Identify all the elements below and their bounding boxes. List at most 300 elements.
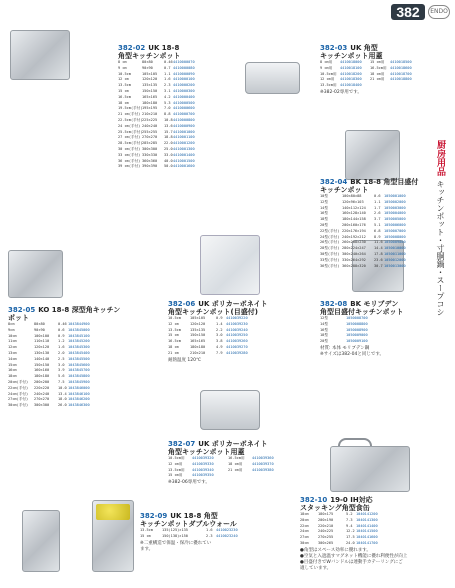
table-cell <box>228 473 252 479</box>
table-cell: 4410018000 <box>340 60 362 64</box>
table-cell: 18 cm用 <box>370 71 385 76</box>
table-cell: 270×270 <box>142 135 158 140</box>
table-cell: 5.3 <box>164 100 171 105</box>
table-cell: 4410000800 <box>173 117 195 122</box>
table-cell: 13.5cm用 <box>168 467 185 472</box>
table-cell: 4410018600 <box>390 65 412 70</box>
table-cell: 135×135 <box>190 327 206 332</box>
table-cell: 8 cm <box>118 60 127 64</box>
table-cell: 210×210 <box>190 350 206 355</box>
table-cell: 4410001200 <box>173 141 195 146</box>
table-cell: 1043845100 <box>68 333 90 338</box>
table-cell: 24cm(手付) <box>8 391 29 396</box>
table-cell: 23.6 <box>374 257 383 262</box>
table-cell: 30 cm(手付) <box>118 146 141 151</box>
table-cell: 27cm <box>300 535 309 540</box>
table-cell: 2.6 <box>374 211 381 216</box>
table-cell: 0.6 <box>58 327 65 332</box>
table-cell: 27cm(手付) <box>8 397 29 402</box>
table-cell: 12 cm用 <box>168 461 183 466</box>
table-cell: 18 cm用 <box>228 461 243 466</box>
table-cell: 3.0 <box>216 333 223 338</box>
table-row <box>8 403 123 409</box>
side-category: 厨房用品 <box>435 140 445 176</box>
table-cell: 4410023230 <box>216 528 238 532</box>
product-note: ※382-02専用です。 <box>320 89 362 95</box>
table-cell: 4410000600 <box>173 106 195 111</box>
table-cell: 0.9 <box>58 333 65 338</box>
table-cell: 5.2 <box>346 512 353 516</box>
table-cell: 9 cm用 <box>320 65 333 70</box>
table-cell: 1050013000 <box>384 263 406 268</box>
spec-table <box>168 456 298 479</box>
table-cell: 4410001100 <box>173 135 195 140</box>
table-cell: 2.5 <box>58 356 65 361</box>
deep-square-pot-image <box>8 250 63 298</box>
table-cell: 8.9 <box>374 234 381 239</box>
table-cell: 24.0 <box>346 540 355 545</box>
table-cell: 4410039250 <box>226 333 248 338</box>
table-cell: 7.9 <box>216 350 223 355</box>
table-cell: 15.7 <box>164 129 173 134</box>
table-cell: 22型(手付) <box>320 228 340 233</box>
table-cell: 14.4 <box>374 246 383 251</box>
table-cell: 180×180 <box>190 344 206 349</box>
product-382-02 <box>118 44 228 170</box>
table-cell: 1.6 <box>164 77 171 82</box>
product-note: ※382-06専用です。 <box>168 480 210 486</box>
table-cell: 6.8 <box>374 228 381 233</box>
table-cell: 4410000300 <box>173 88 195 93</box>
product-382-04 <box>320 178 435 269</box>
table-cell: 21 cm用 <box>228 467 243 472</box>
table-row <box>320 264 435 270</box>
table-cell <box>370 83 390 89</box>
table-cell: 180×180 <box>142 100 158 105</box>
table-cell: 20型 <box>320 222 328 227</box>
table-cell <box>252 473 288 479</box>
table-cell: 4.2 <box>164 94 171 99</box>
table-cell: 8 cm用 <box>320 60 333 64</box>
table-cell: 21 cm(手付) <box>118 112 141 117</box>
table-cell: 50.0 <box>164 164 173 169</box>
table-cell: 150×150 <box>34 362 50 367</box>
table-cell: 2.2 <box>216 327 223 332</box>
table-cell: 100×100 <box>34 333 50 338</box>
table-cell: 26型(手付) <box>320 240 340 245</box>
table-cell: 22cm(手付) <box>8 385 29 390</box>
table-cell: 16.5cm <box>168 339 181 344</box>
table-cell: 210×210 <box>142 112 158 117</box>
table-cell: 4410000090 <box>173 71 195 76</box>
table-cell: 18型 <box>320 333 328 338</box>
brand-logo: ENDO <box>428 5 450 19</box>
table-cell: 7.0 <box>164 106 171 111</box>
table-cell: 180×180 <box>34 374 50 379</box>
table-cell: 1050007000 <box>384 228 406 233</box>
table-cell: 1050011000 <box>384 251 406 256</box>
table-cell: 18 cm <box>168 344 179 349</box>
product-382-06 <box>168 300 283 363</box>
table-cell: 0.46 <box>58 322 67 326</box>
table-cell: 110×110 <box>34 339 50 344</box>
table-cell: 13.5cm <box>118 83 131 88</box>
table-cell: 1043846100 <box>68 391 90 396</box>
table-cell: 1040141300 <box>356 517 378 522</box>
table-cell: 1.6 <box>58 345 65 350</box>
table-cell: 16型 <box>320 211 328 216</box>
table-cell <box>390 83 420 89</box>
table-cell: 33 cm(手付) <box>118 152 141 157</box>
spec-table <box>168 316 283 357</box>
table-cell: 165×165 <box>142 94 158 99</box>
table-cell: 240×225 <box>318 529 334 534</box>
table-cell: 16cm <box>8 368 17 373</box>
table-cell: 33.0 <box>164 152 173 157</box>
table-cell: 14cm <box>8 356 17 361</box>
table-cell: 1050010000 <box>384 246 406 251</box>
table-cell: 1050004000 <box>384 211 406 216</box>
table-cell: 4410039230 <box>226 321 248 326</box>
table-cell: 4410039270 <box>226 344 248 349</box>
table-cell: 4410000070 <box>173 60 195 64</box>
product-382-07 <box>168 440 298 485</box>
table-cell: 1.7 <box>374 205 381 210</box>
product-header: 382-02 UK 18-8 角型キッチンポット <box>118 44 181 60</box>
table-cell: 17.5 <box>346 535 355 540</box>
table-cell: 220×176×194 <box>342 228 366 233</box>
table-cell: 22.5cm(手付) <box>118 117 143 122</box>
table-cell: 10型 <box>320 194 328 198</box>
table-cell: 9 cm <box>118 65 127 70</box>
table-cell: 27 cm(手付) <box>118 135 141 140</box>
product-note: ●空気と入遮温すマグネット機能に優れ利便性が向上 <box>300 553 408 559</box>
table-cell: 4410039360 <box>252 456 274 460</box>
table-cell: 135×135 <box>142 83 158 88</box>
table-cell: 300×300 <box>34 403 50 408</box>
table-cell: 8.8 <box>164 112 171 117</box>
table-cell: 12.2 <box>346 529 355 534</box>
table-cell: 3.7 <box>374 217 381 222</box>
table-cell: 4410039220 <box>226 316 248 320</box>
table-cell: 120×120 <box>190 321 206 326</box>
product-header: 382-07 UK ポリカーボネイト 角型キッチンポット用蓋 <box>168 440 268 456</box>
product-header: 382-08 BK モリブデン 角型目盛付キッチンポット <box>320 300 404 316</box>
table-cell: 30cm <box>300 540 309 545</box>
table-cell: 40.0 <box>164 158 173 163</box>
product-note: 耐熱温度 120℃ <box>168 357 202 363</box>
table-cell: 1050009000 <box>346 333 368 338</box>
table-cell: 10.5cm用 <box>320 71 337 76</box>
table-cell: 16.5cm用 <box>228 456 245 460</box>
side-index <box>434 140 450 316</box>
table-cell: 18.0 <box>58 397 67 402</box>
table-cell: 12cm <box>8 345 17 350</box>
product-note: ※サイズは382-04と同じです。 <box>320 351 384 357</box>
table-cell: 330×264×292 <box>342 257 366 262</box>
table-cell: 3.9 <box>58 368 65 373</box>
table-cell: 1.4 <box>216 321 223 326</box>
spec-table <box>320 60 435 89</box>
table-cell: 180×175 <box>318 512 334 516</box>
table-cell: 4410000400 <box>173 94 195 99</box>
table-cell: 4410000100 <box>173 77 195 82</box>
table-cell: 220×210 <box>318 523 334 528</box>
table-cell: 22.0 <box>164 141 173 146</box>
table-cell: 9.4 <box>346 523 353 528</box>
table-cell: 4410000200 <box>173 83 195 88</box>
double-wall-pot-image <box>22 510 60 572</box>
product-382-05 <box>8 306 123 409</box>
table-cell: 280×224×247 <box>342 246 366 251</box>
table-cell: 1050012000 <box>384 257 406 262</box>
table-cell: 140×112×124 <box>342 205 366 210</box>
table-cell: 225×225 <box>142 117 158 122</box>
table-cell: 4410039380 <box>252 467 274 472</box>
table-cell: 10.5cm用 <box>168 456 185 460</box>
table-cell: 12型 <box>320 199 328 204</box>
table-cell: 20cm(手付) <box>8 379 29 384</box>
table-cell: 1040141700 <box>356 540 378 545</box>
table-cell: 4410039350 <box>192 473 214 478</box>
table-cell: 1043845600 <box>68 362 90 367</box>
table-cell: 4410018400 <box>340 83 362 88</box>
table-cell: 2.0 <box>58 350 65 355</box>
table-cell: 5.1 <box>374 222 381 227</box>
table-cell: 4410039260 <box>226 339 248 344</box>
table-cell: 16.5cm <box>118 94 131 99</box>
product-header: 382-06 UK ポリカーボネイト 角型キッチンポット(目盛付) <box>168 300 268 316</box>
table-cell: 16型 <box>320 327 328 332</box>
table-cell: 12 cm <box>118 77 129 82</box>
table-cell: 21 cm <box>168 350 179 355</box>
table-cell: 21 cm用 <box>370 77 385 82</box>
table-cell: 2.3 <box>164 83 171 88</box>
table-cell: 1050006000 <box>384 222 406 227</box>
table-cell: 200×200 <box>34 379 50 384</box>
table-cell: 13.5cm用 <box>320 83 337 88</box>
table-cell: 10cm <box>8 333 17 338</box>
table-cell: 28型(手付) <box>320 246 340 251</box>
table-cell: 390×390 <box>142 164 158 169</box>
table-cell: 300×265 <box>318 540 334 545</box>
table-cell: 15 cm <box>168 333 179 338</box>
table-cell: 1040141400 <box>356 523 378 528</box>
table-row <box>118 164 228 170</box>
table-cell: 4410023240 <box>216 533 238 538</box>
table-cell: 4410039280 <box>226 350 248 355</box>
table-cell: 7.5 <box>58 379 65 384</box>
table-cell: 4410001600 <box>173 164 195 169</box>
table-cell: 7.3 <box>346 517 353 522</box>
table-cell: 0.9 <box>216 316 223 320</box>
table-cell: 13.5cm <box>140 528 153 532</box>
table-cell: 1043845400 <box>68 350 90 355</box>
table-cell: 10.5cm <box>118 71 131 76</box>
table-cell: 25.5cm(手付) <box>118 129 143 134</box>
product-header: 382-09 UK 18-8 角型 キッチンポットダブルウォール <box>140 512 237 528</box>
table-cell: 90×90 <box>34 327 45 332</box>
table-cell: 1043845800 <box>68 374 90 379</box>
table-cell: 1043846200 <box>68 397 90 402</box>
table-cell: 165×165 <box>190 339 206 344</box>
spec-table <box>118 60 228 170</box>
spec-table <box>320 316 435 345</box>
table-cell: 1043844900 <box>68 322 90 326</box>
table-cell: 100×80×88 <box>342 194 362 198</box>
table-cell: 220×220 <box>34 385 50 390</box>
table-cell: 3.1 <box>164 88 171 93</box>
table-cell: 3.8 <box>216 339 223 344</box>
stainless-lid-image <box>245 62 300 94</box>
table-cell: 1043845200 <box>68 339 90 344</box>
table-cell: 4410000900 <box>173 123 195 128</box>
table-cell: 20cm <box>300 517 309 522</box>
product-382-09 <box>140 512 290 552</box>
table-cell: 80×80 <box>142 60 153 64</box>
stainless-square-pot-image <box>10 30 70 80</box>
table-cell: 11cm <box>8 339 17 344</box>
table-cell: 24型(手付) <box>320 234 340 239</box>
table-cell: 30型(手付) <box>320 251 340 256</box>
table-cell: 10.8 <box>164 117 173 122</box>
table-cell: 8cm <box>8 322 15 326</box>
table-cell: 1040141600 <box>356 535 378 540</box>
table-cell: 0.6 <box>374 194 381 198</box>
table-cell: 150(138)×150 <box>162 533 188 538</box>
table-cell: 105×105 <box>190 316 206 320</box>
table-cell: 360×288×320 <box>342 263 366 268</box>
table-cell: 14型 <box>320 321 328 326</box>
table-cell: 4410000700 <box>173 112 195 117</box>
table-cell: 9cm <box>8 327 15 332</box>
table-cell: 15 cm <box>118 88 129 93</box>
table-cell: 13.6 <box>164 123 173 128</box>
product-note: ●目盛付きでWバンドルは連動手カテーリングにご <box>300 559 403 565</box>
table-cell: 3.0 <box>58 362 65 367</box>
table-cell: 150×150 <box>190 333 206 338</box>
table-cell: 36型(手付) <box>320 263 340 268</box>
table-cell: 13.4 <box>58 391 67 396</box>
table-cell: 1050008900 <box>346 327 368 332</box>
table-cell: 135(125)×135 <box>162 528 188 532</box>
table-cell: 13cm <box>8 350 17 355</box>
product-382-03 <box>320 44 435 95</box>
table-cell: 240×192×212 <box>342 234 366 239</box>
table-cell: 120×120 <box>34 345 50 350</box>
table-cell: 5.6 <box>58 374 65 379</box>
spec-table <box>8 322 123 409</box>
table-cell: 19.5cm(手付) <box>118 106 143 111</box>
table-cell: 24cm <box>300 529 309 534</box>
product-note: ●角型はスペース効率に優れます。 <box>300 547 371 553</box>
table-cell: 270×270 <box>34 397 50 402</box>
page-number: 382 <box>391 4 425 20</box>
table-cell: 90×90 <box>142 65 153 70</box>
table-cell: 4410039330 <box>192 461 214 466</box>
table-cell: 18cm <box>8 374 17 379</box>
table-cell: 285×285 <box>142 141 158 146</box>
table-cell: 10.0 <box>58 385 67 390</box>
spec-table <box>140 528 290 540</box>
table-cell: 28.5cm(手付) <box>118 141 143 146</box>
product-note: 適しています。 <box>300 565 332 571</box>
table-cell: 4410039240 <box>226 327 248 332</box>
table-cell: 1050008700 <box>346 316 368 320</box>
table-cell: 130×130 <box>34 350 50 355</box>
table-cell: 15 cm用 <box>168 473 183 478</box>
table-cell: 4410039370 <box>252 461 274 466</box>
table-cell: 240×240 <box>34 391 50 396</box>
table-cell: 1050002000 <box>384 199 406 204</box>
product-note: 材質: 本体 モリブデン鋼 <box>320 345 370 351</box>
product-note: ます。 <box>140 546 154 552</box>
table-cell: 24 cm(手付) <box>118 123 141 128</box>
table-cell: 4410000500 <box>173 100 195 105</box>
table-cell: 1050008800 <box>346 321 368 326</box>
table-cell: 105×105 <box>142 71 158 76</box>
graduated-pot-image <box>345 130 400 180</box>
table-cell: 12型 <box>320 316 328 320</box>
table-cell: 150×150 <box>142 88 158 93</box>
table-cell: 4410018800 <box>390 77 412 82</box>
table-cell: 39 cm(手付) <box>118 164 141 169</box>
table-cell: 2.3 <box>206 533 213 538</box>
table-cell: 14型 <box>320 205 328 210</box>
table-cell: 1043846300 <box>68 403 90 408</box>
table-cell: 11.6 <box>374 240 383 245</box>
table-cell: 17.8 <box>374 251 383 256</box>
product-note: ※二重構造で保温・保冷に優れてい <box>140 540 212 546</box>
table-cell: 140×140 <box>34 356 50 361</box>
table-cell: 200×160×176 <box>342 222 366 227</box>
polycarbonate-pot-image <box>200 235 260 295</box>
table-cell: 300×240×264 <box>342 251 366 256</box>
table-cell: 1.2 <box>58 339 65 344</box>
table-cell: 120×120 <box>142 77 158 82</box>
spec-table <box>320 194 435 269</box>
table-cell: 18 cm <box>118 100 129 105</box>
table-cell: 15cm <box>8 362 17 367</box>
table-cell: 80×80 <box>34 322 45 326</box>
product-header: 382-10 19-0 IH対応 スタッキング角型食缶 <box>300 496 373 512</box>
table-cell: 1043845900 <box>68 379 90 384</box>
table-cell: 4410018200 <box>340 71 362 76</box>
table-cell: 4410039340 <box>192 467 214 472</box>
table-cell: 25.0 <box>164 146 173 151</box>
table-cell: 195×195 <box>142 106 158 111</box>
table-cell: 120×96×103 <box>342 199 364 204</box>
table-cell: 1043845500 <box>68 356 90 361</box>
table-cell: 4410018700 <box>390 71 412 76</box>
stacking-food-container-image <box>330 446 410 492</box>
table-cell: 15 cm <box>140 533 151 538</box>
table-cell: 1050003000 <box>384 205 406 210</box>
table-cell: 4410018500 <box>390 60 412 64</box>
product-382-08 <box>320 300 435 357</box>
table-cell: 30.7 <box>374 263 383 268</box>
table-cell: 255×255 <box>142 129 158 134</box>
yellow-food-image <box>96 504 130 520</box>
table-cell: 4410000080 <box>173 65 195 70</box>
table-cell: 0.7 <box>164 65 171 70</box>
table-cell: 1040141500 <box>356 529 378 534</box>
table-cell: 33型(手付) <box>320 257 340 262</box>
table-cell: 20型 <box>320 339 328 344</box>
table-cell: 300×300 <box>142 146 158 151</box>
table-cell: 1.6 <box>206 528 213 532</box>
spec-table <box>300 512 430 547</box>
